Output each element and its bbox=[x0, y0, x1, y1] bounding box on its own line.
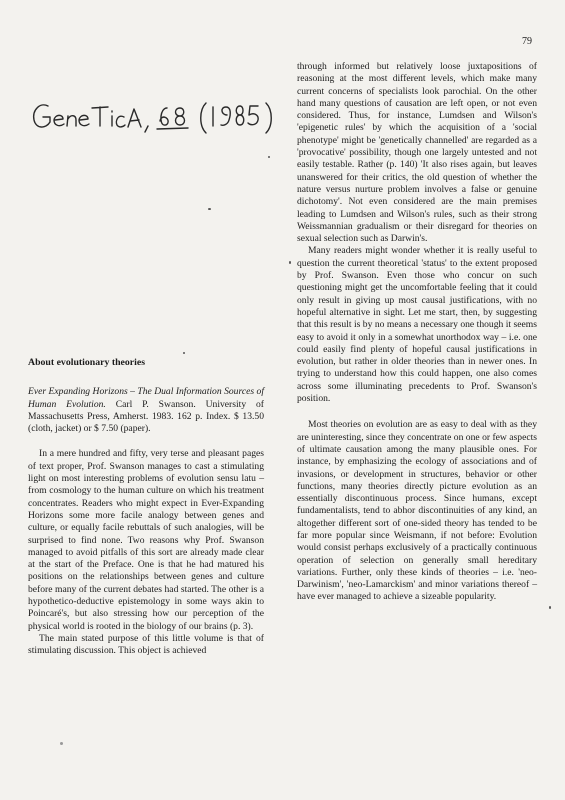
scan-speck bbox=[289, 261, 291, 264]
section-title: About evolutionary theories bbox=[28, 357, 146, 368]
book-details: Carl P. Swanson. University of Massachusetts Press, Amherst. 1983. 162 p. Index. $ 13.50 (cloth, jacket) or $ 7.50 (paper). bbox=[28, 398, 264, 435]
left-column bbox=[28, 357, 264, 658]
page-number: 79 bbox=[522, 36, 532, 47]
handwritten-note bbox=[30, 96, 280, 136]
book-reference bbox=[28, 386, 264, 435]
scan-speck bbox=[208, 208, 211, 210]
scan-speck bbox=[183, 352, 185, 354]
paragraph: Most theories on evolution are as easy to deal with as they are uninteresting, since they concentrate on one or few aspects of ultimate causation among the many plausible ones. For instance, by emphasizing the ecology of associations and of invasions, or development in structures, behavior or other functions, many theories directly picture evolution as an essentially discontinuous process. Since humans, except fundamentalists, tend to abhor discontinuities of any kind, an altogether different sort of one-sided theory has tended to be far more popular since Weismann, if not before: Evolution would consist perhaps exclusively of a practically continuous operation of selection on generally small hereditary variations. Further, only these kinds of theories – i.e. 'neo-Darwinism', 'neo-Lamarckism' and minor variations thereof – have ever managed to achieve a sizeable popularity. bbox=[297, 419, 537, 603]
book-title: Ever Expanding Horizons – The Dual Information Sources of Human Evolution. bbox=[28, 386, 264, 410]
scan-speck bbox=[549, 606, 551, 609]
handwritten-citation-drawing bbox=[30, 96, 280, 136]
paragraph: In a mere hundred and fifty, very terse and pleasant pages of text proper, Prof. Swanson manages to cast a stimulating light on most interesting problems of evolution sensu latu – from cosmology to the human culture on which his treatment concentrates. Readers who might expect in Ever-Expanding Horizons some more facile analogy between genes and culture, or equally facile rebuttals of such analogies, will be surprised to find none. Two reasons why Prof. Swanson managed to avoid pitfalls of this sort are already made clear at the start of the Preface. One is that he had matured his positions on the relationships between genes and culture before many of the current debates had started. The other is a hypothetico-deductive epistemology in some ways akin to Poincaré's, but also stressing how our perception of the physical world is rooted in the biology of our brains (p. 3). bbox=[28, 448, 264, 632]
paragraph: through informed but relatively loose juxtapositions of reasoning at the most different levels, which make many current concerns of specialists look parochial. On the other hand many questions of causation are left open, or not even considered. Thus, for instance, Lumdsen and Wilson's 'epigenetic rules' by which the acquisition of a 'social phenotype' might be 'genetically channelled' are regarded as a 'provocative' possibility, though one largely untested and not easily testable. Rather (p. 140) 'It also rises again, but leaves unanswered for their critics, the old question of whether the nature versus nurture problem involves a false or genuine dichotomy'. Not even considered are the main premises leading to Lumdsen and Wilson's rules, such as their strong Weissmannian gradualism or their disregard for theories on sexual selection such as Darwin's. bbox=[297, 61, 537, 245]
paragraph: Many readers might wonder whether it is really useful to question the current theoretical 'status' to the extent proposed by Prof. Swanson. Even those who concur on such questioning might get the uncomfortable feeling that it could only result in giving up most causal justifications, with no hopeful alternative in sight. Let me start, then, by suggesting that this result is by no means a necessary one though it seems easy to avoid it only in a somewhat unorthodox way – i.e. one could easily find plenty of hopeful causal justifications in evolution, but rather in older theories than in newer ones. In trying to understand how this could happen, one also comes across some illuminating precedents to Prof. Swanson's position. bbox=[297, 245, 537, 405]
scan-speck bbox=[60, 742, 63, 745]
paragraph: The main stated purpose of this little volume is that of stimulating discussion. This object is achieved bbox=[28, 632, 264, 657]
scan-speck bbox=[268, 156, 270, 158]
right-column bbox=[297, 61, 537, 604]
